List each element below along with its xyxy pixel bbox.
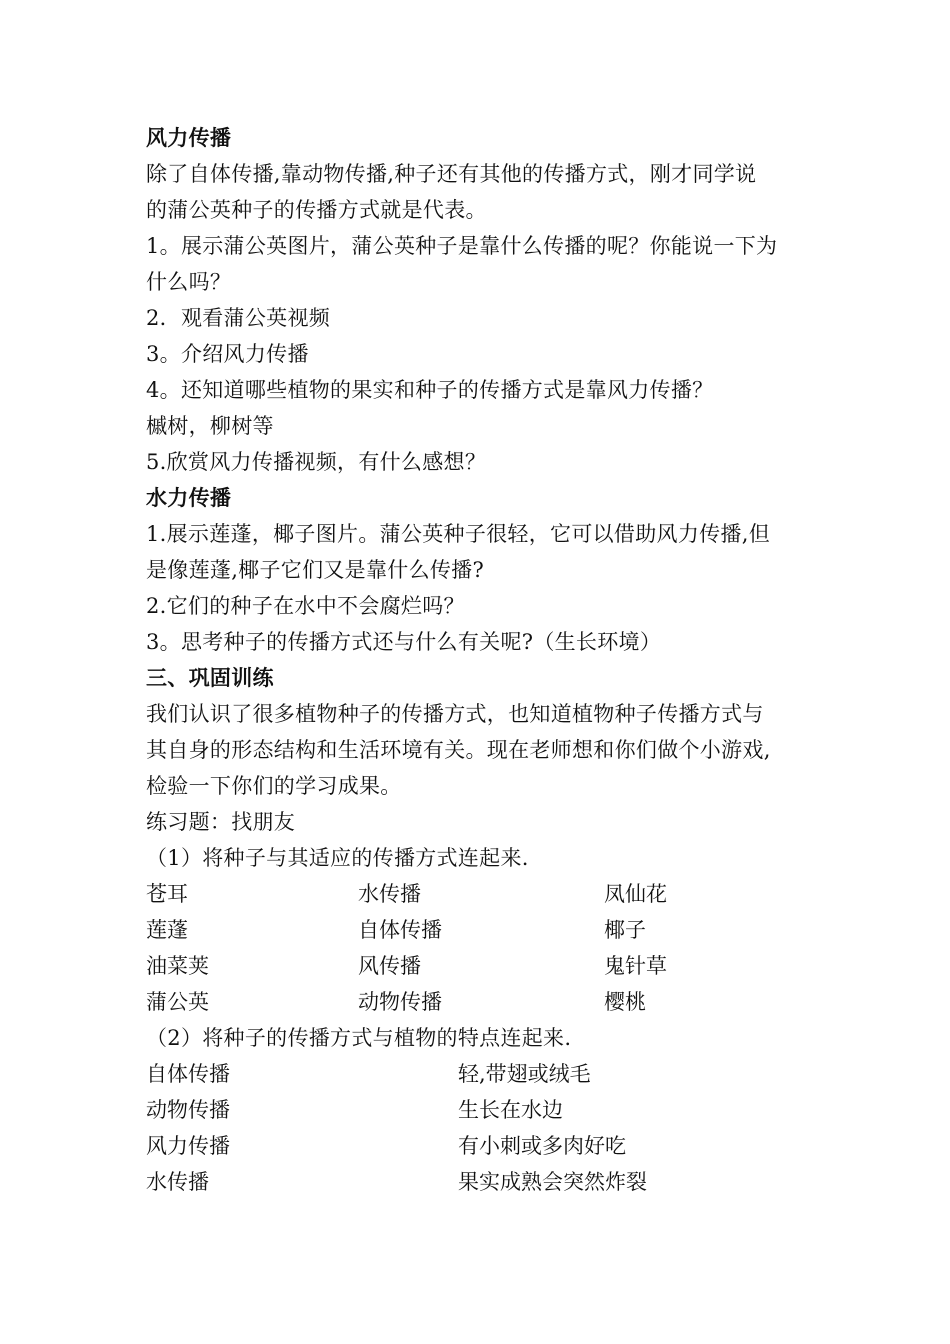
exercise-title: 练习题：找朋友	[146, 810, 296, 834]
q2-row	[146, 1164, 816, 1200]
q1-method: 水传播	[358, 882, 421, 906]
q1-method: 自体传播	[358, 918, 442, 942]
q2-row	[146, 1092, 816, 1128]
wind-step-4: 4。还知道哪些植物的果实和种子的传播方式是靠风力传播？	[146, 378, 714, 402]
q1-seed: 苍耳	[146, 882, 188, 906]
wind-step-4-answer: 槭树，柳树等	[146, 414, 274, 438]
q2-feature: 生长在水边	[458, 1098, 563, 1122]
q1-seed: 蒲公英	[146, 990, 209, 1014]
practice-intro-line-1: 我们认识了很多植物种子的传播方式，也知道植物种子传播方式与	[146, 702, 764, 726]
q2-feature: 有小刺或多肉好吃	[458, 1134, 626, 1158]
wind-intro-line-1: 除了自体传播,靠动物传播,种子还有其他的传播方式，刚才同学说	[146, 162, 757, 186]
q2-method: 动物传播	[146, 1098, 230, 1122]
question-1: （1）将种子与其适应的传播方式连起来.	[146, 846, 529, 870]
q1-plant: 椰子	[604, 918, 646, 942]
q2-row	[146, 1128, 816, 1164]
q1-plant: 凤仙花	[604, 882, 667, 906]
q1-row	[146, 984, 816, 1020]
water-step-3: 3。思考种子的传播方式还与什么有关呢?（生长环境）	[146, 630, 662, 654]
q2-method: 风力传播	[146, 1134, 230, 1158]
q2-method: 水传播	[146, 1170, 209, 1194]
water-step-1-line-2: 是像莲蓬,椰子它们又是靠什么传播?	[146, 558, 485, 582]
practice-intro-line-2: 其自身的形态结构和生活环境有关。现在老师想和你们做个小游戏,	[146, 738, 771, 762]
q1-method: 动物传播	[358, 990, 442, 1014]
q1-row	[146, 876, 816, 912]
water-section-heading: 水力传播	[146, 486, 232, 510]
q2-feature: 果实成熟会突然炸裂	[458, 1170, 647, 1194]
q1-plant: 樱桃	[604, 990, 646, 1014]
wind-step-5: 5.欣赏风力传播视频，有什么感想？	[146, 450, 487, 474]
q2-feature: 轻,带翅或绒毛	[458, 1062, 591, 1086]
wind-step-1-line-1: 1。展示蒲公英图片，蒲公英种子是靠什么传播的呢？你能说一下为	[146, 234, 778, 258]
wind-step-2: 2．观看蒲公英视频	[146, 306, 331, 330]
practice-intro-line-3: 检验一下你们的学习成果。	[146, 774, 402, 798]
q1-plant: 鬼针草	[604, 954, 667, 978]
q1-row	[146, 912, 816, 948]
wind-section-heading: 风力传播	[146, 126, 232, 150]
q2-method: 自体传播	[146, 1062, 230, 1086]
wind-step-3: 3。介绍风力传播	[146, 342, 309, 366]
practice-section-heading: 三、巩固训练	[146, 666, 274, 690]
q1-seed: 油菜荚	[146, 954, 209, 978]
water-step-1-line-1: 1.展示莲蓬，椰子图片。蒲公英种子很轻，它可以借助风力传播,但	[146, 522, 771, 546]
document-page	[146, 120, 816, 1200]
wind-step-1-line-2: 什么吗？	[146, 270, 232, 294]
question-2: （2）将种子的传播方式与植物的特点连起来.	[146, 1026, 572, 1050]
water-step-2: 2.它们的种子在水中不会腐烂吗？	[146, 594, 465, 618]
q1-seed: 莲蓬	[146, 918, 188, 942]
q2-row	[146, 1056, 816, 1092]
wind-intro-line-2: 的蒲公英种子的传播方式就是代表。	[146, 198, 487, 222]
q1-row	[146, 948, 816, 984]
q1-method: 风传播	[358, 954, 421, 978]
